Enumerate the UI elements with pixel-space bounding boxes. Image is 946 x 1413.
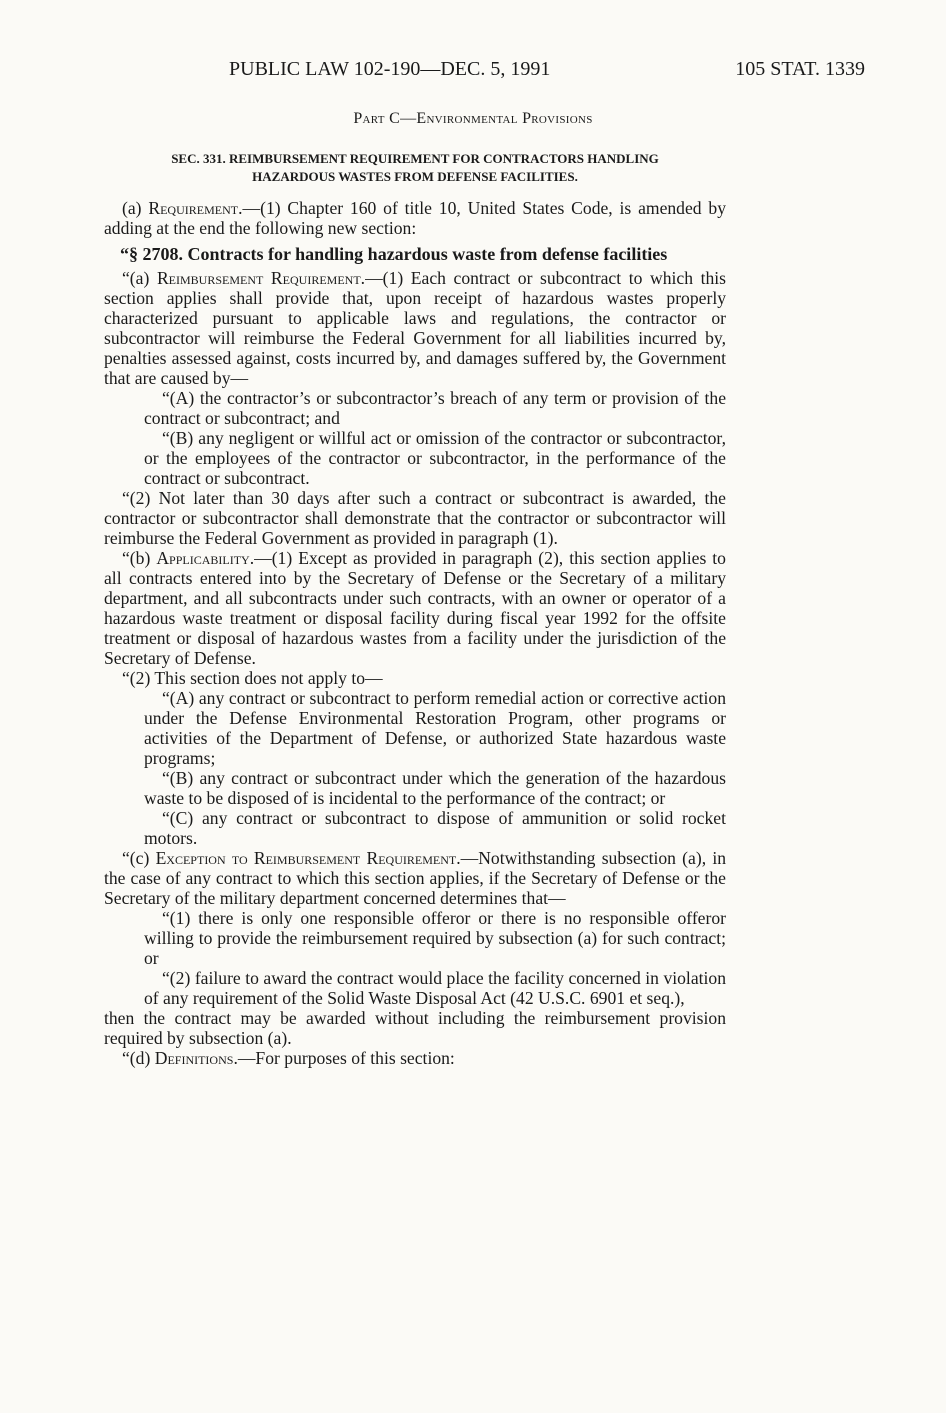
subsection-b-heading: Applicability xyxy=(156,548,250,568)
subsection-d-label: “(d) xyxy=(122,1048,155,1068)
subsection-a-clause-B: “(B) any negligent or willful act or omission of the contractor or subcontractor, or the employees of the contractor or subcontractor, in the performance of the contract or subcontract. xyxy=(144,428,726,488)
part-title: Part C—Environmental Provisions xyxy=(353,110,593,127)
subsection-d-text: .—For purposes of this section: xyxy=(233,1048,455,1068)
header-citation: PUBLIC LAW 102-190—DEC. 5, 1991 xyxy=(229,58,551,80)
subsection-b-clause-C: “(C) any contract or subcontract to dispose of ammunition or solid rocket motors. xyxy=(144,808,726,848)
subsection-d-heading: Definitions xyxy=(154,1048,234,1068)
subsection-c-paragraph-2: “(2) failure to award the contract would place the facility concerned in violation of any requirement of the Solid Waste Disposal Act (42 U.S.C. 6901 et seq.), xyxy=(144,968,726,1008)
subsection-b-clause-A: “(A) any contract or subcontract to perform remedial action or corrective action under the Defense Environmental Restoration Program, other programs or activities of the Department of Defense, or authorized State hazardous waste programs; xyxy=(144,688,726,768)
header-stat-page: 105 STAT. 1339 xyxy=(735,58,865,80)
subsection-c-paragraph-1: “(1) there is only one responsible offeror or there is no responsible offeror willing to provide the reimbursement required by subsection (a) for such contract; or xyxy=(144,908,726,968)
subsection-a-clause-A: “(A) the contractor’s or subcontractor’s breach of any term or provision of the contract or subcontract; and xyxy=(144,388,726,428)
section-title-line-1: SEC. 331. REIMBURSEMENT REQUIREMENT FOR CONTRACTORS HANDLING xyxy=(171,151,659,166)
subsection-a-paragraph-2: “(2) Not later than 30 days after such a contract or subcontract is awarded, the contractor or subcontractor shall demonstrate that the contractor or subcontractor will reimburse the Federal Government as provided in paragraph (1). xyxy=(104,488,726,548)
subsection-b-label: “(b) xyxy=(122,548,157,568)
subsection-c-label: “(c) xyxy=(122,848,156,868)
subsection-c xyxy=(104,848,726,908)
paragraph-a xyxy=(104,198,726,238)
page-header xyxy=(229,58,865,88)
new-section-heading: “§ 2708. Contracts for handling hazardous waste from defense facilities xyxy=(120,244,668,264)
document-body xyxy=(104,198,726,1068)
subsection-b-text: .—(1) Except as provided in paragraph (2), this section applies to all contracts entered into by the Secretary of Defense or the Secretary of a military department, and all subcontracts under such contracts, with an owner or operator of a hazardous waste treatment or disposal facility during fiscal year 1992 for the offsite treatment or disposal of hazardous wastes from a facility under the jurisdiction of the Secretary of Defense. xyxy=(104,548,726,668)
subsection-c-text: .—Notwithstanding subsection (a), in the case of any contract to which this section applies, if the Secretary of Defense or the Secretary of the military department concerned determines that— xyxy=(104,848,727,908)
subsection-c-conclusion: then the contract may be awarded without including the reimbursement provision required by subsection (a). xyxy=(104,1008,726,1048)
subsection-b-clause-B: “(B) any contract or subcontract under which the generation of the hazardous waste to be disposed of is incidental to the performance of the contract; or xyxy=(144,768,726,808)
paragraph-a-heading: Requirement xyxy=(148,198,239,218)
subsection-c-heading: Exception to Reimbursement Requirement xyxy=(155,848,457,868)
paragraph-a-text: .—(1) Chapter 160 of title 10, United States Code, is amended by adding at the end the following new section: xyxy=(104,198,726,238)
section-title xyxy=(104,150,726,186)
subsection-a-heading: Reimbursement Requirement xyxy=(156,268,361,288)
subsection-b xyxy=(104,548,726,668)
section-title-line-2: HAZARDOUS WASTES FROM DEFENSE FACILITIES. xyxy=(252,169,578,184)
subsection-a-label: “(a) xyxy=(122,268,157,288)
subsection-a xyxy=(104,268,726,388)
subsection-d xyxy=(104,1048,726,1068)
paragraph-a-label: (a) xyxy=(122,198,149,218)
subsection-a-text: .—(1) Each contract or subcontract to which this section applies shall provide that, upon receipt of hazardous wastes properly characterized pursuant to applicable laws and regulations, the contractor or subcontractor will reimburse the Federal Government for all liabilities incurred by, penalties assessed against, costs incurred by, and damages suffered by, the Government that are caused by— xyxy=(104,268,727,388)
subsection-b-paragraph-2: “(2) This section does not apply to— xyxy=(122,668,383,688)
